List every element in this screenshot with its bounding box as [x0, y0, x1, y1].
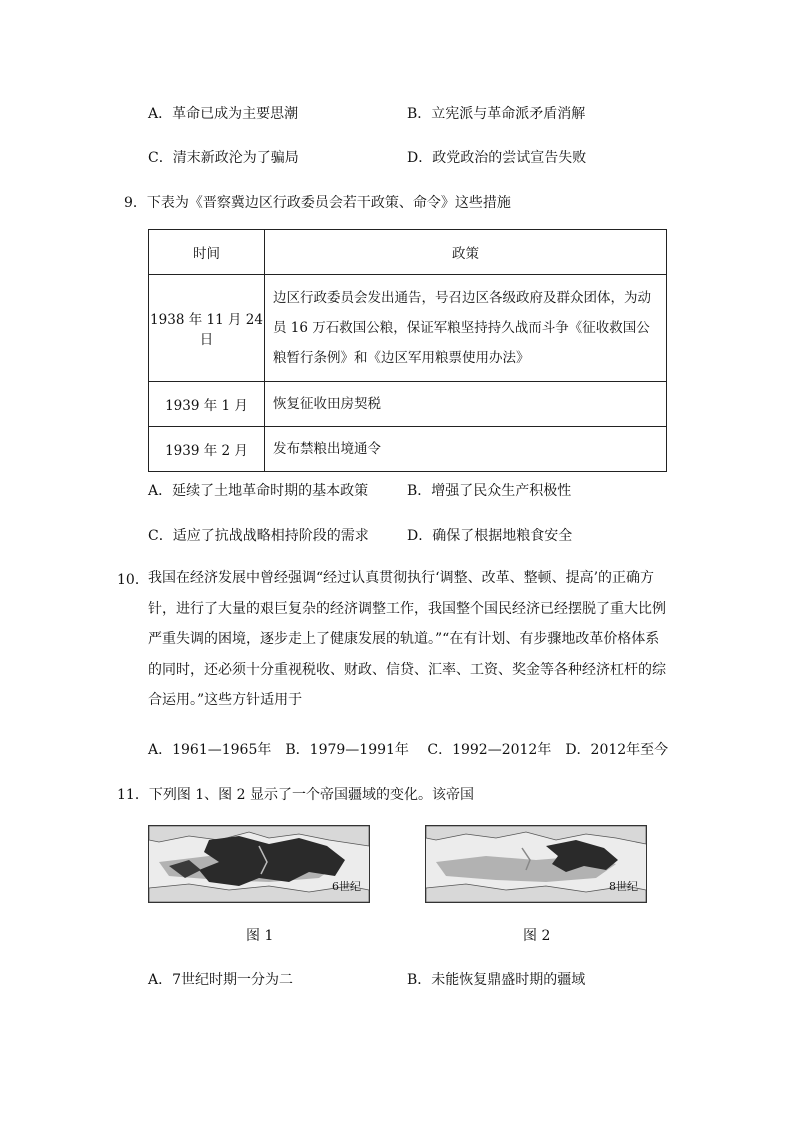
q11-stem: 11．下列图 1、图 2 显示了一个帝国疆域的变化。该帝国 — [117, 787, 474, 803]
row-policy: 边区行政委员会发出通告，号召边区各级政府及群众团体，为动员 16 万石救国公粮，保证军粮坚持持久战而斗争《征收救国公粮暂行条例》和《边区军用粮票使用办法》 — [265, 275, 667, 382]
map-figure-1 — [148, 825, 370, 903]
figure-2-caption: 图 2 — [523, 928, 551, 944]
table-header-row — [149, 230, 667, 275]
row-time: 1939 年 2 月 — [149, 427, 265, 472]
q8-option-a: A．革命已成为主要思潮 — [148, 106, 299, 122]
q8-option-c: C．清末新政沦为了骗局 — [148, 150, 299, 166]
q8-option-d: D．政党政治的尝试宣告失败 — [407, 150, 587, 166]
q10-options: A．1961—1965年 B．1979—1991年 C．1992—2012年 D．2012年至今 — [148, 742, 669, 758]
row-time: 1938 年 11 月 24 日 — [149, 275, 265, 382]
q9-option-a: A．延续了土地革命时期的基本政策 — [148, 483, 369, 499]
row-time: 1939 年 1 月 — [149, 382, 265, 427]
map-1-label: 6世纪 — [332, 880, 361, 893]
map-2-label: 8世纪 — [609, 880, 638, 893]
q9-stem: 9．下表为《晋察冀边区行政委员会若干政策、命令》这些措施 — [124, 195, 511, 211]
table-row — [149, 382, 667, 427]
map-figure-2 — [425, 825, 647, 903]
q10-number: 10． — [117, 572, 149, 588]
policy-table — [148, 229, 667, 472]
q10-stem: 我国在经济发展中曾经强调“经过认真贯彻执行‘调整、改革、整顿、提高’的正确方针，进行了大量的艰巨复杂的经济调整工作，我国整个国民经济已经摆脱了重大比例严重失调的困境，逐步走上了健康发展的轨道。”“在有计划、有步骤地改革价格体系的同时，还必须十分重视税收、财政、信贷、汇率、工资、奖金等各种经济杠杆的综合运用。”这些方针适用于 — [148, 570, 666, 708]
q11-option-a: A．7世纪时期一分为二 — [148, 972, 294, 988]
q9-option-c: C．适应了抗战战略相持阶段的需求 — [148, 528, 369, 544]
q9-option-b: B．增强了民众生产积极性 — [407, 483, 572, 499]
header-policy: 政策 — [265, 230, 667, 275]
q9-option-d: D．确保了根据地粮食安全 — [407, 528, 573, 544]
q11-option-b: B．未能恢复鼎盛时期的疆域 — [407, 972, 586, 988]
row-policy: 恢复征收田房契税 — [265, 382, 667, 427]
table-row — [149, 427, 667, 472]
header-time: 时间 — [149, 230, 265, 275]
row-policy: 发布禁粮出境通令 — [265, 427, 667, 472]
figure-1-caption: 图 1 — [246, 928, 274, 944]
q8-option-b: B．立宪派与革命派矛盾消解 — [407, 106, 586, 122]
table-row — [149, 275, 667, 382]
